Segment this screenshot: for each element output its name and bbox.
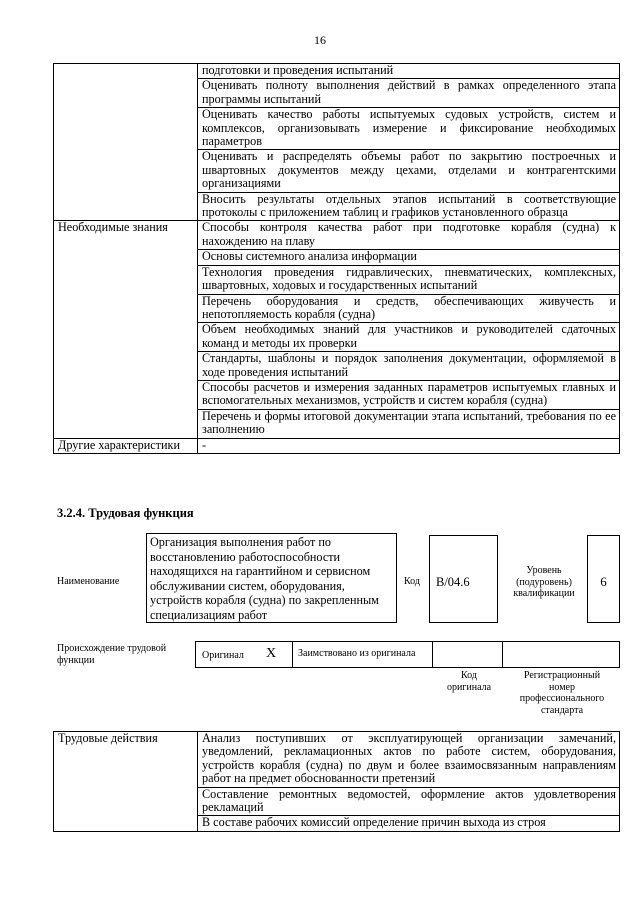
table-cell: Оценивать и распределять объемы работ по закрытию построечных и швартовных документов между цехами, отделами и контрагентскими организациями xyxy=(198,150,620,192)
name-label: Наименование xyxy=(57,576,120,587)
row-label-required-knowledge: Необходимые знания xyxy=(54,221,198,438)
borrowed-label: Заимствовано из оригинала xyxy=(298,648,416,659)
table-cell: Составление ремонтных ведомостей, оформление актов удовлетворения рекламаций xyxy=(198,787,620,816)
borrowed-box xyxy=(292,641,433,668)
table-cell: Оценивать полноту выполнения действий в рамках определенного этапа программы испытаний xyxy=(198,79,620,108)
labor-actions-table xyxy=(53,731,620,832)
table-cell: В составе рабочих комиссий определение причин выхода из строя xyxy=(198,816,620,831)
table-row xyxy=(54,732,620,788)
level-box xyxy=(587,535,620,623)
table-cell: Анализ поступивших от эксплуатирующей организации замечаний, уведомлений, рекламационных актов по работе систем, оборудования, устройств корабля (судна) по двум и более взаимосвязанным направлениям работ на предмет обоснованности претензий xyxy=(198,732,620,788)
table-row xyxy=(54,438,620,453)
original-label: Оригинал xyxy=(202,650,244,661)
code-value: B/04.6 xyxy=(436,575,470,589)
reg-number-box xyxy=(502,641,620,668)
table-row xyxy=(54,221,620,250)
table-cell: - xyxy=(198,438,620,453)
level-value: 6 xyxy=(600,574,607,589)
table-row xyxy=(54,64,620,79)
origin-label: Происхождение трудовой функции xyxy=(57,643,167,666)
page-number: 16 xyxy=(314,33,326,47)
table-cell: Способы контроля качества работ при подготовке корабля (судна) к нахождению на плаву xyxy=(198,221,620,250)
code-original-caption: Код оригинала xyxy=(446,670,492,693)
code-original-box xyxy=(432,641,503,668)
table-cell: Способы расчетов и измерения заданных параметров испытуемых главных и вспомогательных механизмов, устройств и систем корабля (судна) xyxy=(198,380,620,409)
code-box xyxy=(429,535,498,623)
original-box xyxy=(195,641,293,668)
level-label: Уровень (подуровень) квалификации xyxy=(513,565,575,599)
reg-number-caption: Регистрационный номер профессионального стандарта xyxy=(519,670,605,716)
row-label-other: Другие характеристики xyxy=(54,438,198,453)
table-cell: Стандарты, шаблоны и порядок заполнения документации, оформляемой в ходе проведения испытаний xyxy=(198,352,620,381)
table-cell: Основы системного анализа информации xyxy=(198,250,620,265)
table-cell: Вносить результаты отдельных этапов испытаний в соответствующие протоколы с приложением таблиц и графиков установленного образца xyxy=(198,192,620,221)
table-cell: подготовки и проведения испытаний xyxy=(198,64,620,79)
table-cell: Технология проведения гидравлических, пневматических, комплексных, швартовных, ходовых и государственных испытаний xyxy=(198,265,620,294)
function-name-value: Организация выполнения работ по восстановлению работоспособности находящихся на гарантийном и сервисном обслуживании систем, оборудования, устройств корабля (судна) по закрепленным специализациям работ xyxy=(150,535,379,622)
table-cell: Перечень и формы итоговой документации этапа испытаний, требования по ее заполнению xyxy=(198,409,620,438)
function-name-box xyxy=(146,533,397,623)
table-cell: Перечень оборудования и средств, обеспечивающих живучесть и непотопляемость корабля (судна) xyxy=(198,294,620,323)
row-label xyxy=(54,64,198,221)
skills-knowledge-table xyxy=(53,63,620,454)
table-cell: Объем необходимых знаний для участников и руководителей сдаточных команд и методы их проверки xyxy=(198,323,620,352)
row-label-labor-actions: Трудовые действия xyxy=(54,732,198,832)
section-heading: 3.2.4. Трудовая функция xyxy=(57,506,194,520)
original-mark: X xyxy=(266,646,277,661)
code-label: Код xyxy=(404,576,420,587)
table-cell: Оценивать качество работы испытуемых судовых устройств, систем и комплексов, организовывать измерение и фиксирование необходимых параметров xyxy=(198,108,620,150)
